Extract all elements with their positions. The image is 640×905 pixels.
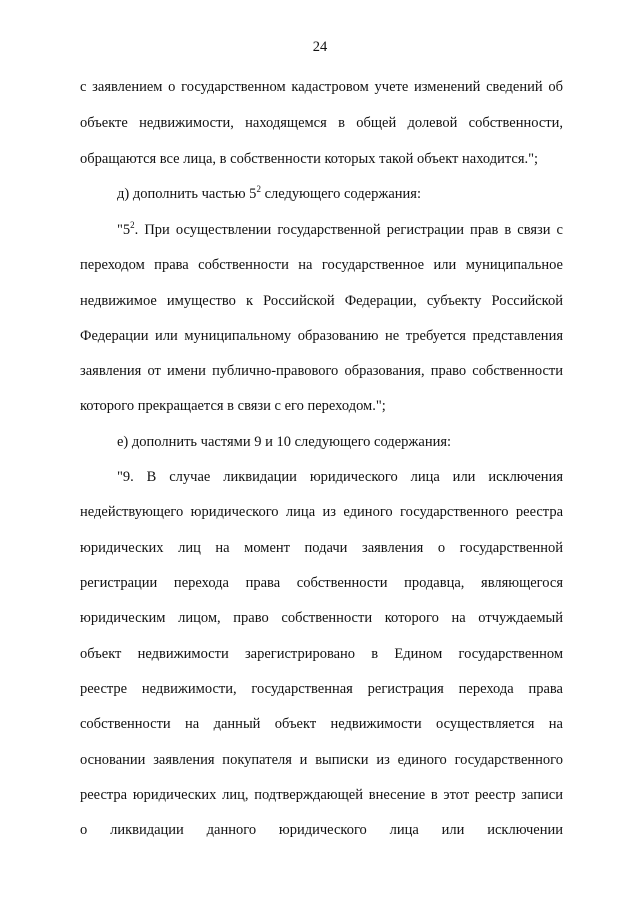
text-line: юридическим лицом, право собственности которого на отчуждаемый: [80, 610, 563, 626]
text-line: объект недвижимости зарегистрировано в Едином государственном: [80, 646, 563, 662]
text-line: недействующего юридического лица из единого государственного реестра: [80, 504, 563, 520]
text-line: Федерации или муниципальному образованию не требуется представления: [80, 328, 563, 344]
superscript: 2: [256, 184, 261, 194]
text-line: реестре недвижимости, государственная регистрация перехода права: [80, 681, 563, 697]
text-line: д) дополнить частью $5^2$ следующего содержания:: [117, 184, 422, 202]
text-line: которого прекращается в связи с его переходом.";: [80, 398, 386, 414]
page-number: 24: [312, 39, 328, 55]
text-line: недвижимое имущество к Российской Федерации, субъекту Российской: [80, 293, 563, 309]
text-line: регистрации перехода права собственности продавца, являющегося: [80, 575, 563, 591]
text-line: реестра юридических лиц, подтверждающей внесение в этот реестр записи: [80, 787, 563, 803]
text-line: обращаются все лица, в собственности которых такой объект находится.";: [80, 151, 539, 167]
superscript: 2: [130, 220, 135, 230]
text-line: е) дополнить частями 9 и 10 следующего содержания:: [117, 434, 452, 450]
text-line: "$5^2$. При осуществлении государственной регистрации прав в связи с: [117, 220, 563, 238]
text-line: основании заявления покупателя и выписки из единого государственного: [80, 752, 563, 768]
text-line: о ликвидации данного юридического лица или исключении: [80, 822, 563, 838]
text-line: с заявлением о государственном кадастровом учете изменений сведений об: [80, 79, 563, 95]
text-line: "9. В случае ликвидации юридического лица или исключения: [117, 469, 563, 485]
text-line: переходом права собственности на государственное или муниципальное: [80, 257, 563, 273]
text-line: юридических лиц на момент подачи заявления о государственной: [80, 540, 563, 556]
text-line: собственности на данный объект недвижимости осуществляется на: [80, 716, 563, 732]
text-line: объекте недвижимости, находящемся в общей долевой собственности,: [80, 115, 563, 131]
text-line: заявления от имени публично-правового образования, право собственности: [80, 363, 563, 379]
